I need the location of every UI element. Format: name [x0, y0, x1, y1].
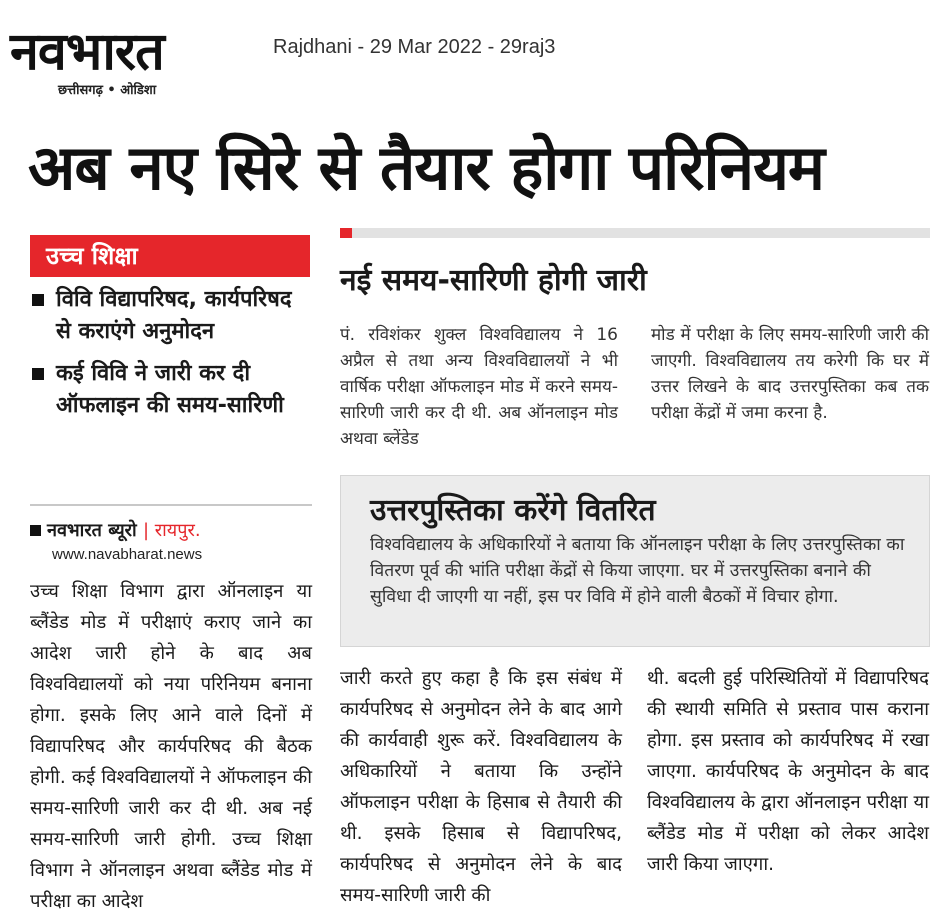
- intro-column-1: पं. रविशंकर शुक्ल विश्वविद्यालय ने 16 अप्रैल से तथा अन्य विश्वविद्यालयों ने भी वार्षिक परीक्षा ऑफलाइन मोड में करने समय-सारिणी जारी कर दी थी. अब ऑनलाइन मोड अथवा ब्लेंडेड: [340, 325, 618, 449]
- logo-subtitle: छत्तीसगढ़ • ओडिशा: [58, 83, 157, 98]
- bullet-text: कई विवि ने जारी कर दी ऑफलाइन की समय-सारिणी: [56, 361, 284, 418]
- byline-square-icon: [30, 525, 41, 536]
- bullet-list: [32, 284, 314, 432]
- website-link[interactable]: www.navabharat.news: [52, 546, 203, 563]
- section-bar-accent: [340, 228, 352, 238]
- bullet-item: [32, 358, 314, 422]
- highlight-box-title: उत्तरपुस्तिका करेंगे वितरित: [370, 493, 656, 528]
- byline: [30, 518, 201, 542]
- subheadline: नई समय-सारिणी होगी जारी: [340, 263, 647, 298]
- highlight-box-body: विश्वविद्यालय के अधिकारियों ने बताया कि ऑनलाइन परीक्षा के लिए उत्तरपुस्तिका का वितरण पूर्व की भांति परीक्षा केंद्रों से किया जाएगा. घर में उत्तरपुस्तिका बनाने की सुविधा दी जाएगी या नहीं, इस पर विवि में होने वाली बैठकों में विचार होगा.: [370, 535, 905, 607]
- bullet-square-icon: [32, 368, 44, 380]
- intro-column-2: मोड में परीक्षा के लिए समय-सारिणी जारी की जाएगी. विश्वविद्यालय तय करेगी कि घर में उत्तर लिखने के बाद उत्तरपुस्तिका कब तक परीक्षा केंद्रों में जमा करना है.: [651, 325, 929, 423]
- byline-name: नवभारत ब्यूरो: [47, 520, 137, 541]
- body-column-1: उच्च शिक्षा विभाग द्वारा ऑनलाइन या ब्लैंडेड मोड में परीक्षाएं कराए जाने का आदेश जारी होने के बाद अब विश्वविद्यालयों को नया परिनियम बनाना होगा. इसके लिए आने वाले दिनों में विद्यापरिषद और कार्यपरिषद की बैठक होगी. कई विश्वविद्यालयों ने ऑफलाइन की समय-सारिणी जारी कर दी थी. अब नई समय-सारिणी जारी होगी. उच्च शिक्षा विभाग ने ऑनलाइन अथवा ब्लैंडेड मोड में परीक्षा का आदेश: [30, 581, 312, 912]
- bullet-square-icon: [32, 294, 44, 306]
- sidebar-divider: [30, 504, 312, 506]
- masthead-logo: [10, 24, 250, 104]
- section-tag: उच्च शिक्षा: [30, 235, 310, 277]
- headline: अब नए सिरे से तैयार होगा परिनियम: [28, 131, 825, 204]
- byline-city: | रायपुर.: [142, 520, 201, 541]
- body-column-2: जारी करते हुए कहा है कि इस संबंध में कार्यपरिषद से अनुमोदन लेने के बाद आगे की कार्यवाही शुरू करें. विश्वविद्यालय के अधिकारियों ने बताया कि उन्होंने ऑफलाइन परीक्षा के हिसाब से तैयारी की थी. इसके हिसाब से विद्यापरिषद, कार्यपरिषद से अनुमोदन लेने के बाद समय-सारिणी जारी की: [340, 668, 622, 906]
- logo-text: नवभारत: [10, 22, 164, 82]
- bullet-text: विवि विद्यापरिषद, कार्यपरिषद से कराएंगे अनुमोदन: [56, 287, 292, 344]
- section-bar: [340, 228, 930, 238]
- edition-info: Rajdhani - 29 Mar 2022 - 29raj3: [273, 36, 556, 58]
- body-column-3: थी. बदली हुई परिस्थितियों में विद्यापरिषद की स्थायी समिति से प्रस्ताव पास कराना होगा. इस प्रस्ताव को कार्यपरिषद में रखा जाएगा. कार्यपरिषद के अनुमोदन के बाद विश्वविद्यालय के द्वारा ऑनलाइन परीक्षा या ब्लैंडेड मोड में परीक्षा को लेकर आदेश जारी किया जाएगा.: [647, 668, 929, 875]
- bullet-item: [32, 284, 314, 348]
